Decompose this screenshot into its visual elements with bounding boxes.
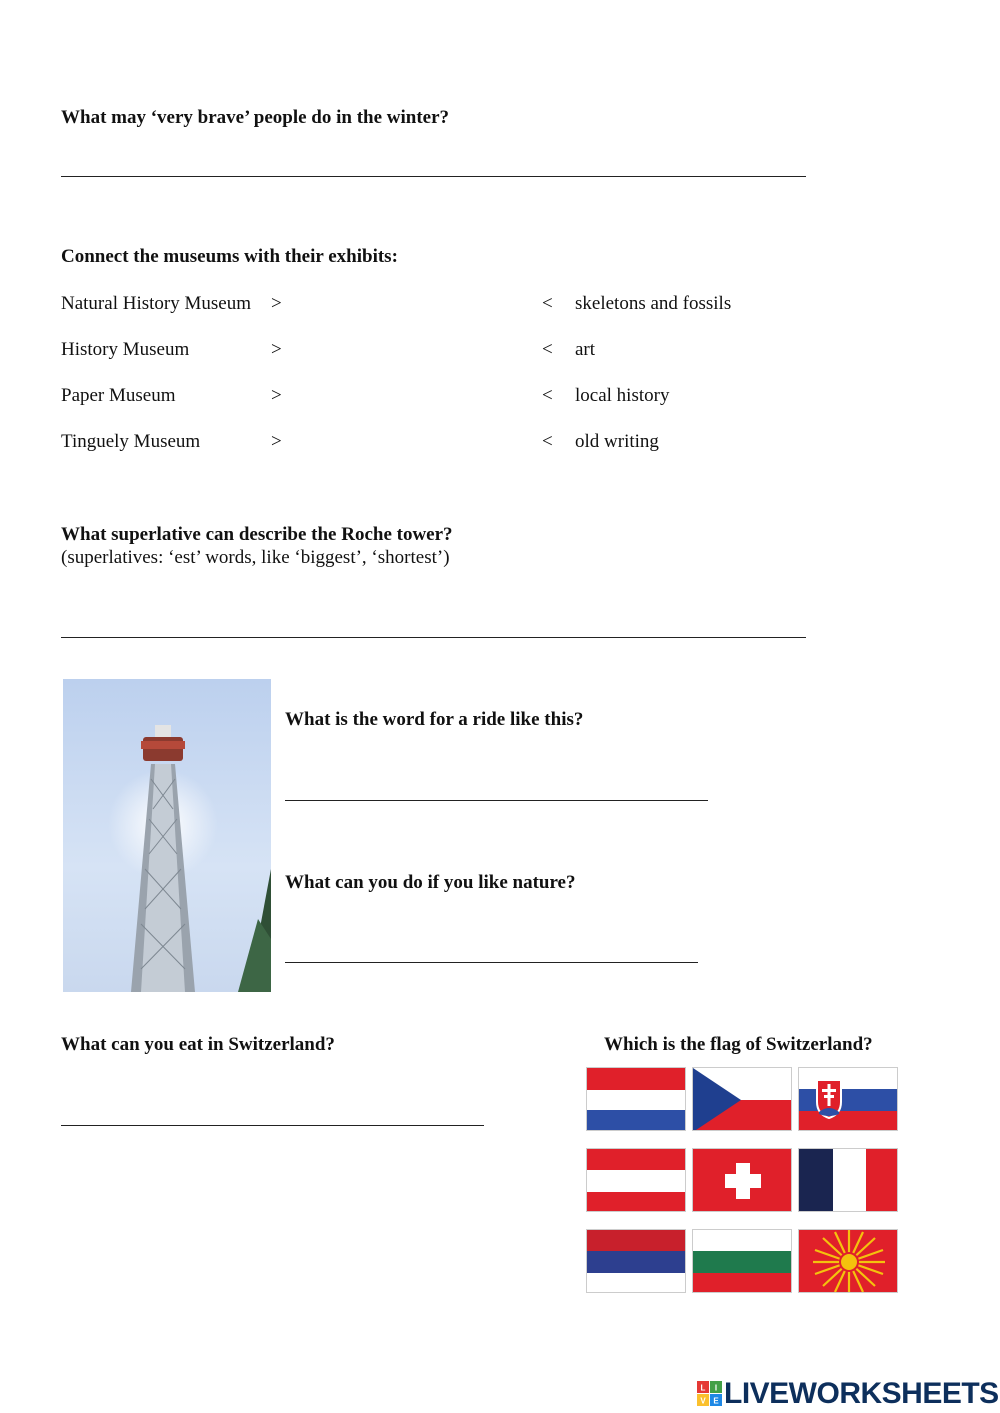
answer-line-brave[interactable] [61, 176, 806, 177]
drop-tower-photo [63, 679, 271, 992]
flag-france[interactable] [798, 1148, 898, 1212]
museum-label: Natural History Museum [61, 293, 251, 314]
svg-text:L: L [700, 1383, 706, 1393]
museums-heading: Connect the museums with their exhibits: [61, 246, 398, 267]
connector-dot-right[interactable]: < [542, 431, 553, 452]
svg-text:E: E [713, 1396, 719, 1406]
answer-line-nature[interactable] [285, 962, 698, 963]
flag-austria[interactable] [586, 1148, 686, 1212]
connector-dot-right[interactable]: < [542, 385, 553, 406]
answer-line-superlative[interactable] [61, 637, 806, 638]
liveworksheets-logo [697, 1376, 999, 1412]
museum-label: Paper Museum [61, 385, 176, 406]
connector-dot-left[interactable]: > [271, 385, 282, 406]
question-eat: What can you eat in Switzerland? [61, 1034, 335, 1055]
liveworksheets-wordmark: LIVEWORKSHEETS [724, 1377, 999, 1410]
museum-label: History Museum [61, 339, 190, 360]
connector-dot-left[interactable]: > [271, 431, 282, 452]
svg-text:I: I [714, 1383, 718, 1393]
exhibit-label: old writing [575, 431, 659, 452]
exhibit-label: local history [575, 385, 670, 406]
question-brave: What may ‘very brave’ people do in the winter? [61, 107, 450, 128]
flag-czech[interactable] [692, 1067, 792, 1131]
flags-heading: Which is the flag of Switzerland? [604, 1034, 873, 1055]
answer-line-eat[interactable] [61, 1125, 484, 1126]
flag-switzerland[interactable] [692, 1148, 792, 1212]
svg-text:V: V [700, 1396, 706, 1406]
question-ride: What is the word for a ride like this? [285, 709, 584, 730]
connector-dot-left[interactable]: > [271, 293, 282, 314]
flag-bulgaria[interactable] [692, 1229, 792, 1293]
flag-north-macedonia[interactable] [798, 1229, 898, 1293]
question-nature: What can you do if you like nature? [285, 872, 576, 893]
flag-netherlands[interactable] [586, 1067, 686, 1131]
connector-dot-left[interactable]: > [271, 339, 282, 360]
museum-label: Tinguely Museum [61, 431, 201, 452]
exhibit-label: art [575, 339, 596, 360]
question-superlative: What superlative can describe the Roche tower? [61, 524, 453, 545]
liveworksheets-badge-icon [697, 1381, 723, 1407]
answer-line-ride[interactable] [285, 800, 708, 801]
flag-serbia[interactable] [586, 1229, 686, 1293]
flag-slovakia[interactable] [798, 1067, 898, 1131]
superlative-hint: (superlatives: ‘est’ words, like ‘biggest’, ‘shortest’) [61, 547, 450, 568]
connector-dot-right[interactable]: < [542, 293, 553, 314]
exhibit-label: skeletons and fossils [575, 293, 732, 314]
connector-dot-right[interactable]: < [542, 339, 553, 360]
